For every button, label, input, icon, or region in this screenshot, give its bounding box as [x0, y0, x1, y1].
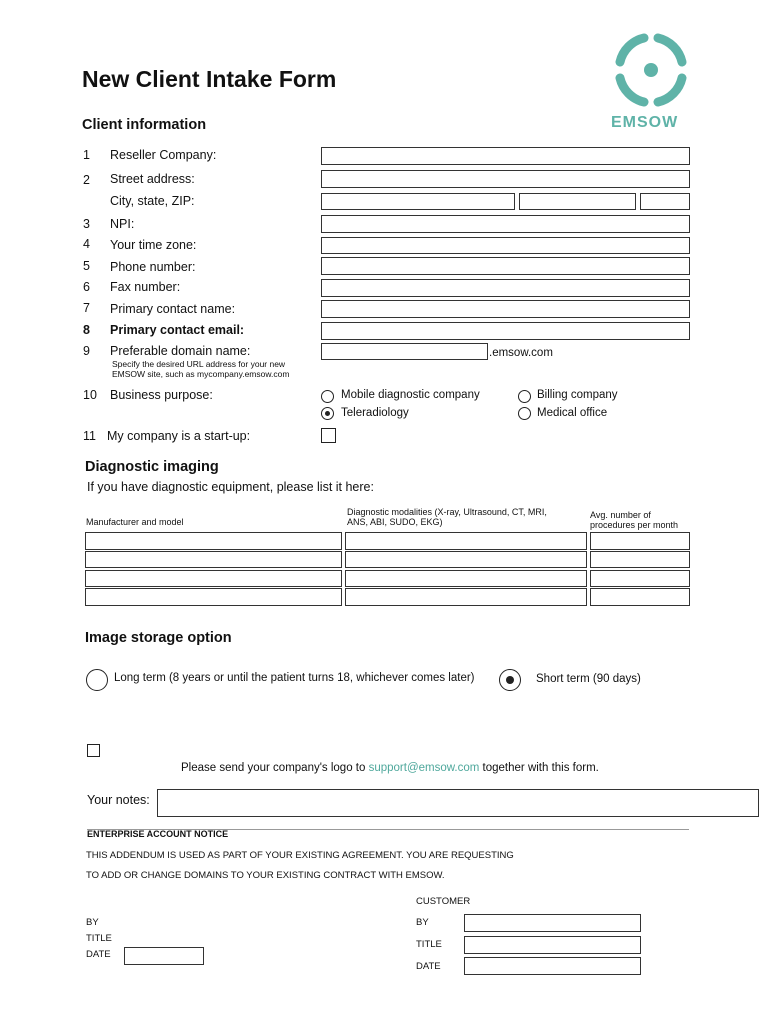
npi-label: NPI:: [110, 217, 135, 231]
domain-hint-line1: Specify the desired URL address for your new: [112, 359, 286, 369]
primary-contact-name-input[interactable]: [321, 300, 690, 318]
client-information-heading: Client information: [82, 117, 207, 133]
phone-number-label: Phone number:: [110, 260, 196, 274]
fax-number-input[interactable]: [321, 279, 690, 297]
mobile-diagnostic-radio[interactable]: [321, 390, 334, 403]
diagnostic-imaging-intro: If you have diagnostic equipment, please list it here:: [87, 480, 374, 494]
avg-header-line1: Avg. number of: [590, 510, 651, 520]
long-term-storage-label: Long term (8 years or until the patient turns 18, whichever comes later): [114, 672, 475, 684]
time-zone-input[interactable]: [321, 237, 690, 254]
support-email-link[interactable]: support@emsow.com: [368, 762, 480, 774]
left-date-input[interactable]: [124, 947, 204, 965]
avg-procedures-cell[interactable]: [590, 588, 690, 606]
modalities-header-line2: ANS, ABI, SUDO, EKG): [347, 517, 443, 527]
startup-checkbox[interactable]: [321, 428, 336, 443]
field-number: 10: [83, 388, 97, 402]
modalities-cell[interactable]: [345, 551, 587, 568]
city-state-zip-label: City, state, ZIP:: [110, 194, 195, 208]
emsow-logo: [606, 30, 696, 134]
logo-request-text: [181, 762, 599, 774]
phone-number-input[interactable]: [321, 257, 690, 275]
modalities-header-line1: Diagnostic modalities (X-ray, Ultrasound, CT, MRI,: [347, 507, 547, 517]
notes-input[interactable]: [157, 789, 759, 817]
street-address-input[interactable]: [321, 170, 690, 188]
reseller-company-label: Reseller Company:: [110, 148, 217, 162]
notes-label: Your notes:: [87, 793, 150, 807]
domain-suffix: .emsow.com: [489, 347, 553, 359]
enterprise-notice-line1: THIS ADDENDUM IS USED AS PART OF YOUR EXISTING AGREEMENT. YOU ARE REQUESTING: [86, 850, 514, 861]
modalities-column-header: [347, 507, 547, 527]
field-number: 3: [83, 217, 90, 231]
city-input[interactable]: [321, 193, 515, 210]
manufacturer-cell[interactable]: [85, 570, 342, 587]
mobile-diagnostic-label: Mobile diagnostic company: [341, 389, 480, 401]
diagnostic-imaging-heading: Diagnostic imaging: [85, 459, 219, 475]
reseller-company-input[interactable]: [321, 147, 690, 165]
left-date-label: DATE: [86, 949, 111, 960]
domain-hint-line2: EMSOW site, such as mycompany.emsow.com: [112, 369, 290, 379]
street-address-label: Street address:: [110, 172, 195, 186]
startup-label: My company is a start-up:: [107, 429, 251, 443]
manufacturer-cell[interactable]: [85, 551, 342, 568]
form-title: New Client Intake Form: [82, 66, 337, 92]
field-number: 7: [83, 301, 90, 315]
manufacturer-cell[interactable]: [85, 532, 342, 550]
manufacturer-column-header: Manufacturer and model: [86, 517, 184, 527]
primary-contact-email-label: Primary contact email:: [110, 323, 245, 337]
short-term-storage-radio[interactable]: [499, 669, 521, 691]
medical-office-label: Medical office: [537, 407, 608, 419]
medical-office-radio[interactable]: [518, 407, 531, 420]
short-term-storage-label: Short term (90 days): [536, 673, 641, 685]
avg-procedures-cell[interactable]: [590, 532, 690, 550]
preferable-domain-label: Preferable domain name:: [110, 344, 251, 358]
teleradiology-radio[interactable]: [321, 407, 334, 420]
billing-company-label: Billing company: [537, 389, 618, 401]
emsow-logo-text: EMSOW: [611, 114, 679, 131]
time-zone-label: Your time zone:: [110, 238, 197, 252]
field-number: 11: [83, 429, 96, 443]
business-purpose-label: Business purpose:: [110, 388, 213, 402]
billing-company-radio[interactable]: [518, 390, 531, 403]
avg-procedures-cell[interactable]: [590, 551, 690, 568]
field-number: 4: [83, 237, 90, 251]
customer-date-label: DATE: [416, 961, 441, 972]
modalities-cell[interactable]: [345, 570, 587, 587]
field-number: 8: [83, 323, 90, 337]
field-number: 6: [83, 280, 90, 294]
teleradiology-label: Teleradiology: [341, 407, 409, 419]
modalities-cell[interactable]: [345, 588, 587, 606]
fax-number-label: Fax number:: [110, 280, 181, 294]
manufacturer-cell[interactable]: [85, 588, 342, 606]
modalities-cell[interactable]: [345, 532, 587, 550]
left-by-label: BY: [86, 917, 99, 928]
npi-input[interactable]: [321, 215, 690, 233]
avg-procedures-column-header: [590, 510, 678, 530]
enterprise-notice-line2: TO ADD OR CHANGE DOMAINS TO YOUR EXISTING CONTRACT WITH EMSOW.: [86, 870, 445, 881]
field-number: 2: [83, 173, 90, 187]
customer-heading: CUSTOMER: [416, 896, 471, 907]
field-number: 5: [83, 259, 90, 273]
zip-input[interactable]: [640, 193, 690, 210]
enterprise-notice-heading: ENTERPRISE ACCOUNT NOTICE: [87, 829, 229, 839]
logo-request-after: together with this form.: [482, 762, 599, 774]
primary-contact-email-input[interactable]: [321, 322, 690, 340]
long-term-storage-radio[interactable]: [86, 669, 108, 691]
image-storage-heading: Image storage option: [85, 630, 232, 646]
avg-procedures-cell[interactable]: [590, 570, 690, 587]
logo-request-checkbox[interactable]: [87, 744, 100, 757]
field-number: 1: [83, 148, 90, 162]
state-input[interactable]: [519, 193, 636, 210]
emsow-logo-mark-icon: [606, 30, 696, 114]
field-number: 9: [83, 344, 90, 358]
domain-name-input[interactable]: [321, 343, 488, 360]
customer-by-input[interactable]: [464, 914, 641, 932]
customer-title-label: TITLE: [416, 939, 442, 950]
avg-header-line2: procedures per month: [590, 520, 679, 530]
left-title-label: TITLE: [86, 933, 112, 944]
logo-request-before: Please send your company's logo to: [181, 762, 366, 774]
customer-title-input[interactable]: [464, 936, 641, 954]
customer-date-input[interactable]: [464, 957, 641, 975]
primary-contact-name-label: Primary contact name:: [110, 302, 236, 316]
customer-by-label: BY: [416, 917, 429, 928]
